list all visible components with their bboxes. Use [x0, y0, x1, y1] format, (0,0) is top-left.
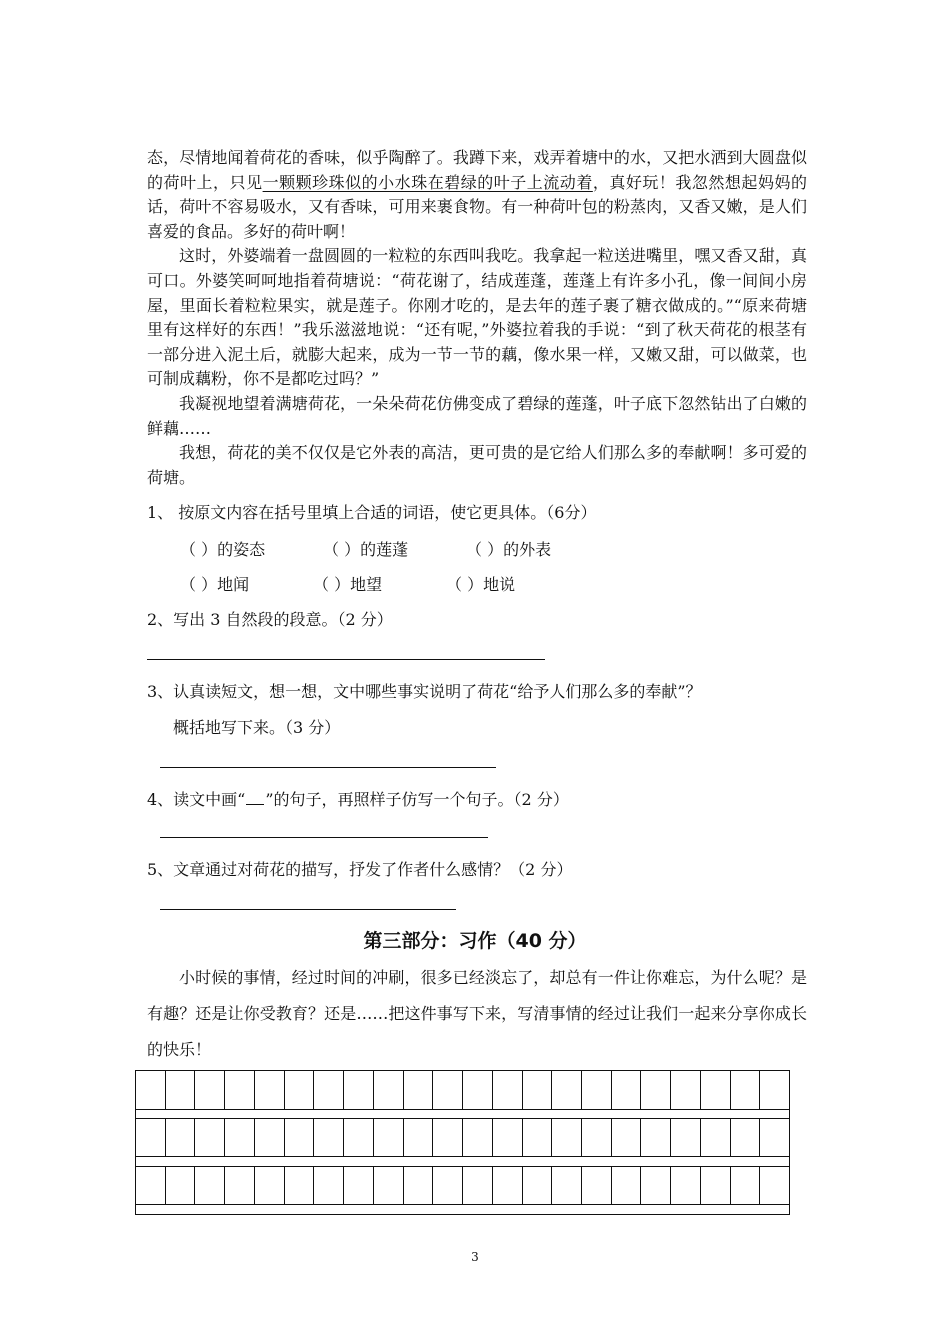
page-number: 3: [471, 1250, 479, 1264]
grid-cell[interactable]: [760, 1118, 789, 1156]
grid-cell[interactable]: [641, 1118, 671, 1156]
grid-cell[interactable]: [463, 1071, 493, 1109]
grid-cell[interactable]: [552, 1166, 582, 1204]
answer-line-5[interactable]: [160, 909, 456, 910]
grid-cell[interactable]: [582, 1118, 612, 1156]
grid-cell[interactable]: [760, 1166, 789, 1204]
grid-cell[interactable]: [731, 1071, 761, 1109]
grid-cell[interactable]: [433, 1118, 463, 1156]
grid-cell[interactable]: [404, 1071, 434, 1109]
grid-cell[interactable]: [671, 1166, 701, 1204]
grid-cell[interactable]: [195, 1166, 225, 1204]
fill-blank-gaze[interactable]: （ ）地望: [313, 575, 383, 594]
grid-cell[interactable]: [255, 1166, 285, 1204]
question-1: 1、 按原文内容在括号里填上合适的词语，使它更具体。（6分）: [147, 503, 597, 522]
grid-cell[interactable]: [493, 1118, 523, 1156]
essay-prompt-text: 小时候的事情，经过时间的冲刷，很多已经淡忘了，却总有一件让你难忘，为什么呢？是有趣？还是让你受教育？还是……把这件事写下来，写清事情的经过让我们一起来分享你成长的快乐！: [147, 968, 807, 1059]
answer-line-3[interactable]: [160, 767, 496, 768]
grid-cell[interactable]: [463, 1166, 493, 1204]
grid-cell[interactable]: [225, 1071, 255, 1109]
question-4-text: ”的句子，再照样子仿写一个句子。（2 分）: [265, 790, 569, 809]
grid-cell[interactable]: [314, 1071, 344, 1109]
grid-cell[interactable]: [612, 1118, 642, 1156]
grid-cell[interactable]: [463, 1118, 493, 1156]
grid-cell[interactable]: [760, 1071, 789, 1109]
grid-cell[interactable]: [166, 1118, 196, 1156]
grid-divider: [136, 1204, 789, 1205]
grid-cell[interactable]: [552, 1118, 582, 1156]
fill-blank-lotus-pod[interactable]: （ ）的莲蓬: [323, 540, 409, 559]
grid-cell[interactable]: [136, 1118, 166, 1156]
passage-paragraph-2: 这时，外婆端着一盘圆圆的一粒粒的东西叫我吃。我拿起一粒送进嘴里，嘿又香又甜，真可口。外婆笑呵呵地指着荷塘说：“荷花谢了，结成莲蓬，莲蓬上有许多小孔，像一间间小房屋，里面长着粒粒果实，就是莲子。你刚才吃的，是去年的莲子裹了糖衣做成的。”“原来荷塘里有这样好的东西！”我乐滋滋地说：“还有呢，”外婆拉着我的手说：“到了秋天荷花的根茎有一部分进入泥土后，就膨大起来，成为一节一节的藕，像水果一样，又嫩又甜，可以做菜，也可制成藕粉，你不是都吃过吗？”: [147, 246, 807, 389]
grid-cell[interactable]: [523, 1166, 553, 1204]
grid-cell[interactable]: [285, 1071, 315, 1109]
question-4-text: 4、读文中画“: [147, 790, 246, 809]
grid-cell[interactable]: [255, 1071, 285, 1109]
grid-cell[interactable]: [671, 1071, 701, 1109]
answer-line-4[interactable]: [160, 837, 488, 838]
grid-cell[interactable]: [314, 1166, 344, 1204]
grid-row[interactable]: [136, 1071, 789, 1109]
grid-cell[interactable]: [731, 1166, 761, 1204]
grid-cell[interactable]: [701, 1118, 731, 1156]
grid-cell[interactable]: [374, 1118, 404, 1156]
reading-passage: [147, 146, 807, 490]
fill-row-1: [180, 537, 551, 560]
grid-cell[interactable]: [641, 1071, 671, 1109]
grid-cell[interactable]: [701, 1166, 731, 1204]
grid-cell[interactable]: [136, 1166, 166, 1204]
grid-row[interactable]: [136, 1118, 789, 1156]
grid-cell[interactable]: [493, 1071, 523, 1109]
grid-cell[interactable]: [374, 1166, 404, 1204]
fill-blank-appearance[interactable]: （ ）的外表: [466, 540, 552, 559]
underline-symbol: [246, 792, 264, 805]
grid-cell[interactable]: [582, 1071, 612, 1109]
essay-prompt: [147, 960, 807, 1068]
grid-cell[interactable]: [523, 1118, 553, 1156]
grid-row[interactable]: [136, 1166, 789, 1204]
grid-cell[interactable]: [433, 1071, 463, 1109]
grid-divider: [136, 1109, 789, 1110]
question-5: 5、文章通过对荷花的描写，抒发了作者什么感情？（2 分）: [147, 860, 573, 879]
answer-line-2[interactable]: [147, 659, 545, 660]
passage-text: ，真好玩！我忽然想起妈妈的话，荷叶不容易吸水，又有香味，可用来裹食物。有一种荷叶包的粉蒸肉，又香又嫩，是人们喜爱的食品。多好的荷叶啊！: [147, 172, 807, 241]
grid-cell[interactable]: [671, 1118, 701, 1156]
grid-cell[interactable]: [374, 1071, 404, 1109]
grid-cell[interactable]: [136, 1071, 166, 1109]
section-title: 第三部分：习作（40 分）: [363, 930, 587, 952]
grid-cell[interactable]: [433, 1166, 463, 1204]
grid-cell[interactable]: [195, 1071, 225, 1109]
grid-cell[interactable]: [314, 1118, 344, 1156]
grid-cell[interactable]: [285, 1118, 315, 1156]
grid-cell[interactable]: [641, 1166, 671, 1204]
fill-row-2: [180, 572, 515, 595]
grid-cell[interactable]: [582, 1166, 612, 1204]
grid-cell[interactable]: [701, 1071, 731, 1109]
grid-cell[interactable]: [166, 1071, 196, 1109]
grid-cell[interactable]: [552, 1071, 582, 1109]
grid-cell[interactable]: [344, 1118, 374, 1156]
grid-cell[interactable]: [523, 1071, 553, 1109]
grid-cell[interactable]: [285, 1166, 315, 1204]
fill-blank-posture[interactable]: （ ）的姿态: [180, 540, 266, 559]
grid-cell[interactable]: [493, 1166, 523, 1204]
grid-cell[interactable]: [612, 1071, 642, 1109]
passage-paragraph-4: 我想，荷花的美不仅仅是它外表的高洁，更可贵的是它给人们那么多的奉献啊！多可爱的荷塘。: [147, 443, 807, 487]
grid-cell[interactable]: [225, 1118, 255, 1156]
passage-paragraph-3: 我凝视地望着满塘荷花，一朵朵荷花仿佛变成了碧绿的莲蓬，叶子底下忽然钻出了白嫩的鲜藕……: [147, 393, 807, 438]
grid-cell[interactable]: [225, 1166, 255, 1204]
grid-cell[interactable]: [612, 1166, 642, 1204]
question-2: 2、写出 3 自然段的段意。（2 分）: [147, 610, 393, 629]
grid-cell[interactable]: [255, 1118, 285, 1156]
question-3-cont: 概括地写下来。（3 分）: [173, 718, 341, 737]
grid-cell[interactable]: [404, 1118, 434, 1156]
grid-cell[interactable]: [344, 1166, 374, 1204]
grid-cell[interactable]: [344, 1071, 374, 1109]
question-3: 3、认真读短文，想一想，文中哪些事实说明了荷花“给予人们那么多的奉献”？: [147, 682, 702, 701]
grid-divider: [136, 1156, 789, 1157]
underlined-sentence: 一颗颗珍珠似的小水珠在碧绿的叶子上流动着: [262, 172, 593, 192]
fill-blank-smell[interactable]: （ ）地闻: [180, 575, 250, 594]
grid-cell[interactable]: [166, 1166, 196, 1204]
passage-paragraph-1: [147, 146, 807, 244]
grid-cell[interactable]: [404, 1166, 434, 1204]
fill-blank-say[interactable]: （ ）地说: [446, 575, 516, 594]
question-4: [147, 787, 569, 810]
grid-cell[interactable]: [731, 1118, 761, 1156]
grid-cell[interactable]: [195, 1118, 225, 1156]
passage-text: 态，尽情地闻着荷花的香味，似乎陶醉了。我蹲下来，戏弄着塘中的水，又把水洒到大圆盘似的荷叶上，只见: [147, 148, 807, 192]
writing-grid[interactable]: [135, 1070, 790, 1215]
